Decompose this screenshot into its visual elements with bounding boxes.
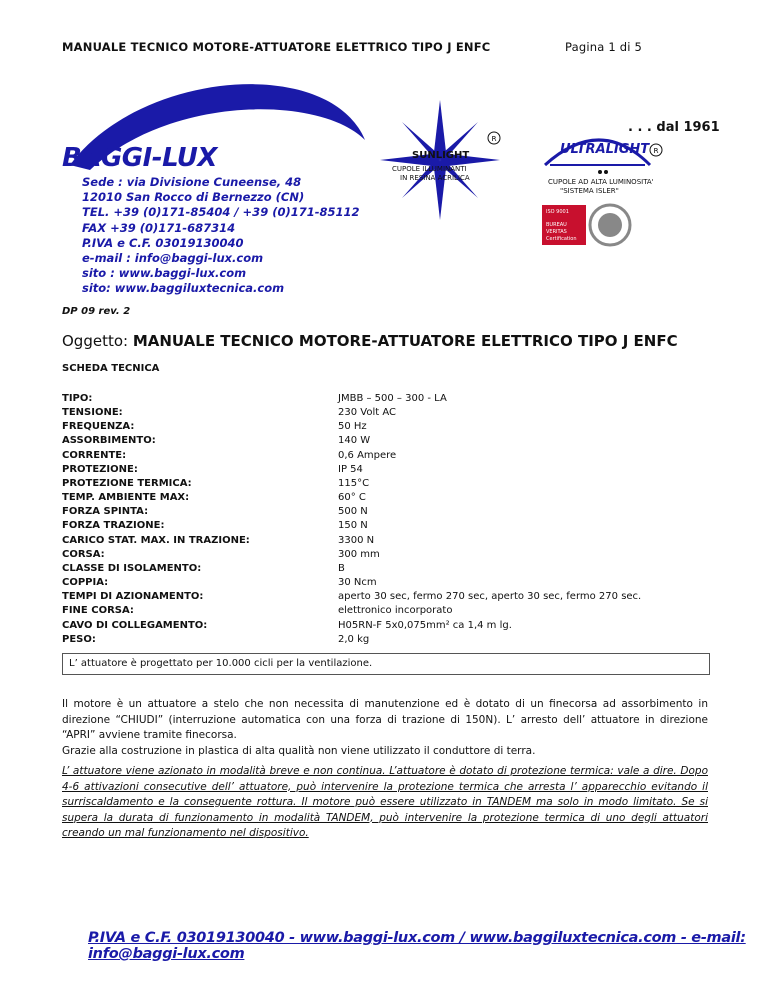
brand-name: BAGGI- (62, 143, 163, 173)
spec-labels (62, 392, 250, 647)
spec-value: 30 Ncm (338, 577, 377, 589)
sunlight-tag-1: CUPOLE ILLUMINANTI (392, 165, 467, 173)
spec-label: CORSA: (62, 548, 105, 560)
spec-value: 2,0 kg (338, 633, 370, 645)
header-title: MANUALE TECNICO MOTORE-ATTUATORE ELETTRICO TIPO J ENFC (62, 40, 491, 54)
spec-value: 60° C (338, 492, 366, 504)
subject-title: MANUALE TECNICO MOTORE-ATTUATORE ELETTRICO TIPO J ENFC (132, 332, 678, 350)
address-line: Sede : via Divisione Cuneense, 48 (82, 175, 302, 189)
footer-contact: P.IVA e C.F. 03019130040 - www.baggi-lux.com / www.baggiluxtecnica.com - e-mail: info@baggi-lux.com (88, 930, 746, 962)
sunlight-tagline (392, 165, 470, 183)
svg-text:R: R (653, 147, 659, 155)
warning-paragraph: L’ attuatore viene azionato in modalità breve e non continua. L’attuatore è dotato di protezione termica: vale a dire. Dopo 4-6 attivazioni consecutive dell’ attuatore, può intervenire la protezione termica che arresta l’ apparecchio evitando il surriscaldamento e la conseguente rottura. Il motore può essere utilizzato in TANDEM ma solo in modo limitato. Se si supera la durata di funzionamento in modalità TANDEM, può intervenire la protezione termica di uno degli attuatori creando un mal funzionamento nel dispositivo. (62, 765, 708, 839)
section-title: SCHEDA TECNICA (62, 363, 160, 374)
vat-line: P.IVA e C.F. 03019130040 (82, 235, 244, 250)
spec-value: JMBB – 500 – 300 - LA (338, 393, 447, 404)
spec-label: COPPIA: (62, 577, 109, 589)
company-address (82, 175, 360, 297)
spec-label: TENSIONE: (62, 407, 123, 419)
spec-value: 3300 N (338, 534, 375, 546)
document-reference: DP 09 rev. 2 (62, 306, 131, 317)
email-line: e-mail : info@baggi-lux.com (82, 251, 264, 266)
description-text: Grazie alla costruzione in plastica di alta qualità non viene utilizzato il conduttore di terra. (62, 744, 536, 757)
spec-label: TEMPI DI AZIONAMENTO: (62, 591, 204, 603)
ultralight-tag-1: CUPOLE AD ALTA LUMINOSITA' (548, 178, 654, 186)
spec-label: ASSORBIMENTO: (62, 435, 156, 447)
spec-value: 500 N (338, 506, 368, 518)
spec-value: IP 54 (338, 463, 363, 475)
spec-label: PROTEZIONE TERMICA: (62, 477, 192, 489)
ultralight-tagline (548, 178, 654, 196)
website-line: sito: www.baggiluxtecnica.com (82, 281, 285, 296)
phone-line: TEL. +39 (0)171-85404 / +39 (0)171-85112 (82, 205, 360, 220)
ultralight-name: ULTRALIGHT (560, 142, 650, 157)
description-paragraph (62, 697, 708, 759)
spec-label: FORZA TRAZIONE: (62, 520, 165, 532)
spec-value: B (338, 562, 345, 574)
spec-value: 0,6 Ampere (338, 449, 397, 461)
cert-bv: BUREAU VERITAS (546, 222, 567, 235)
ultralight-tag-2: "SISTEMA ISLER" (560, 187, 619, 195)
brand-logo (62, 143, 217, 173)
spec-value: 230 Volt AC (338, 407, 396, 419)
cert-iso: ISO 9001 (546, 209, 569, 215)
spec-label: FORZA SPINTA: (62, 506, 149, 518)
spec-label: FINE CORSA: (62, 605, 134, 617)
sunlight-tag-2: IN RESINA ACRILICA (400, 174, 470, 182)
note-text: L’ attuatore è progettato per 10.000 cicli per la ventilazione. (69, 658, 373, 669)
iso-cert-badge (542, 205, 586, 245)
spec-value: elettronico incorporato (338, 605, 453, 617)
svg-text:R: R (491, 135, 497, 143)
website-line: sito : www.baggi-lux.com (82, 266, 247, 281)
spec-values (338, 392, 641, 647)
spec-value: 150 N (338, 520, 368, 532)
sunlight-name: SUNLIGHT (412, 150, 470, 161)
since-label: . . . dal 1961 (628, 120, 720, 135)
spec-label: FREQUENZA: (62, 421, 135, 433)
subject-heading (62, 332, 678, 350)
brand-accent: LUX (162, 143, 217, 173)
note-box (62, 653, 710, 675)
spec-label: CORRENTE: (62, 449, 127, 461)
spec-value: 300 mm (338, 548, 380, 560)
spec-value: aperto 30 sec, fermo 270 sec, aperto 30 sec, fermo 270 sec. (338, 591, 642, 603)
spec-value: 140 W (338, 435, 371, 447)
spec-label: TEMP. AMBIENTE MAX: (62, 492, 190, 504)
description-text: Il motore è un attuatore a stelo che non necessita di manutenzione ed è dotato di un finecorsa ad assorbimento in direzione “CHIUDI” (interruzione automatica con una forza di trazione di 150N). L’ arresto dell’ attuatore in direzione “APRI” avviene tramite finecorsa. (62, 698, 708, 741)
spec-label: CLASSE DI ISOLAMENTO: (62, 562, 202, 574)
subject-prefix: Oggetto: (62, 332, 133, 350)
spec-value: 50 Hz (338, 421, 367, 433)
spec-value: H05RN-F 5x0,075mm² ca 1,4 m lg. (338, 619, 512, 631)
spec-value: 115°C (338, 477, 370, 489)
address-line: 12010 San Rocco di Bernezzo (CN) (82, 190, 305, 205)
cert-c: Certification (546, 236, 577, 242)
spec-label: PESO: (62, 633, 96, 645)
spec-label: CAVO DI COLLEGAMENTO: (62, 619, 208, 631)
fax-line: FAX +39 (0)171-687314 (82, 220, 236, 235)
spec-label: PROTEZIONE: (62, 463, 138, 475)
page-number: Pagina 1 di 5 (565, 40, 642, 54)
spec-label: CARICO STAT. MAX. IN TRAZIONE: (62, 534, 250, 546)
bureau-veritas-seal-icon (590, 205, 630, 245)
spec-label: TIPO: (62, 393, 93, 404)
